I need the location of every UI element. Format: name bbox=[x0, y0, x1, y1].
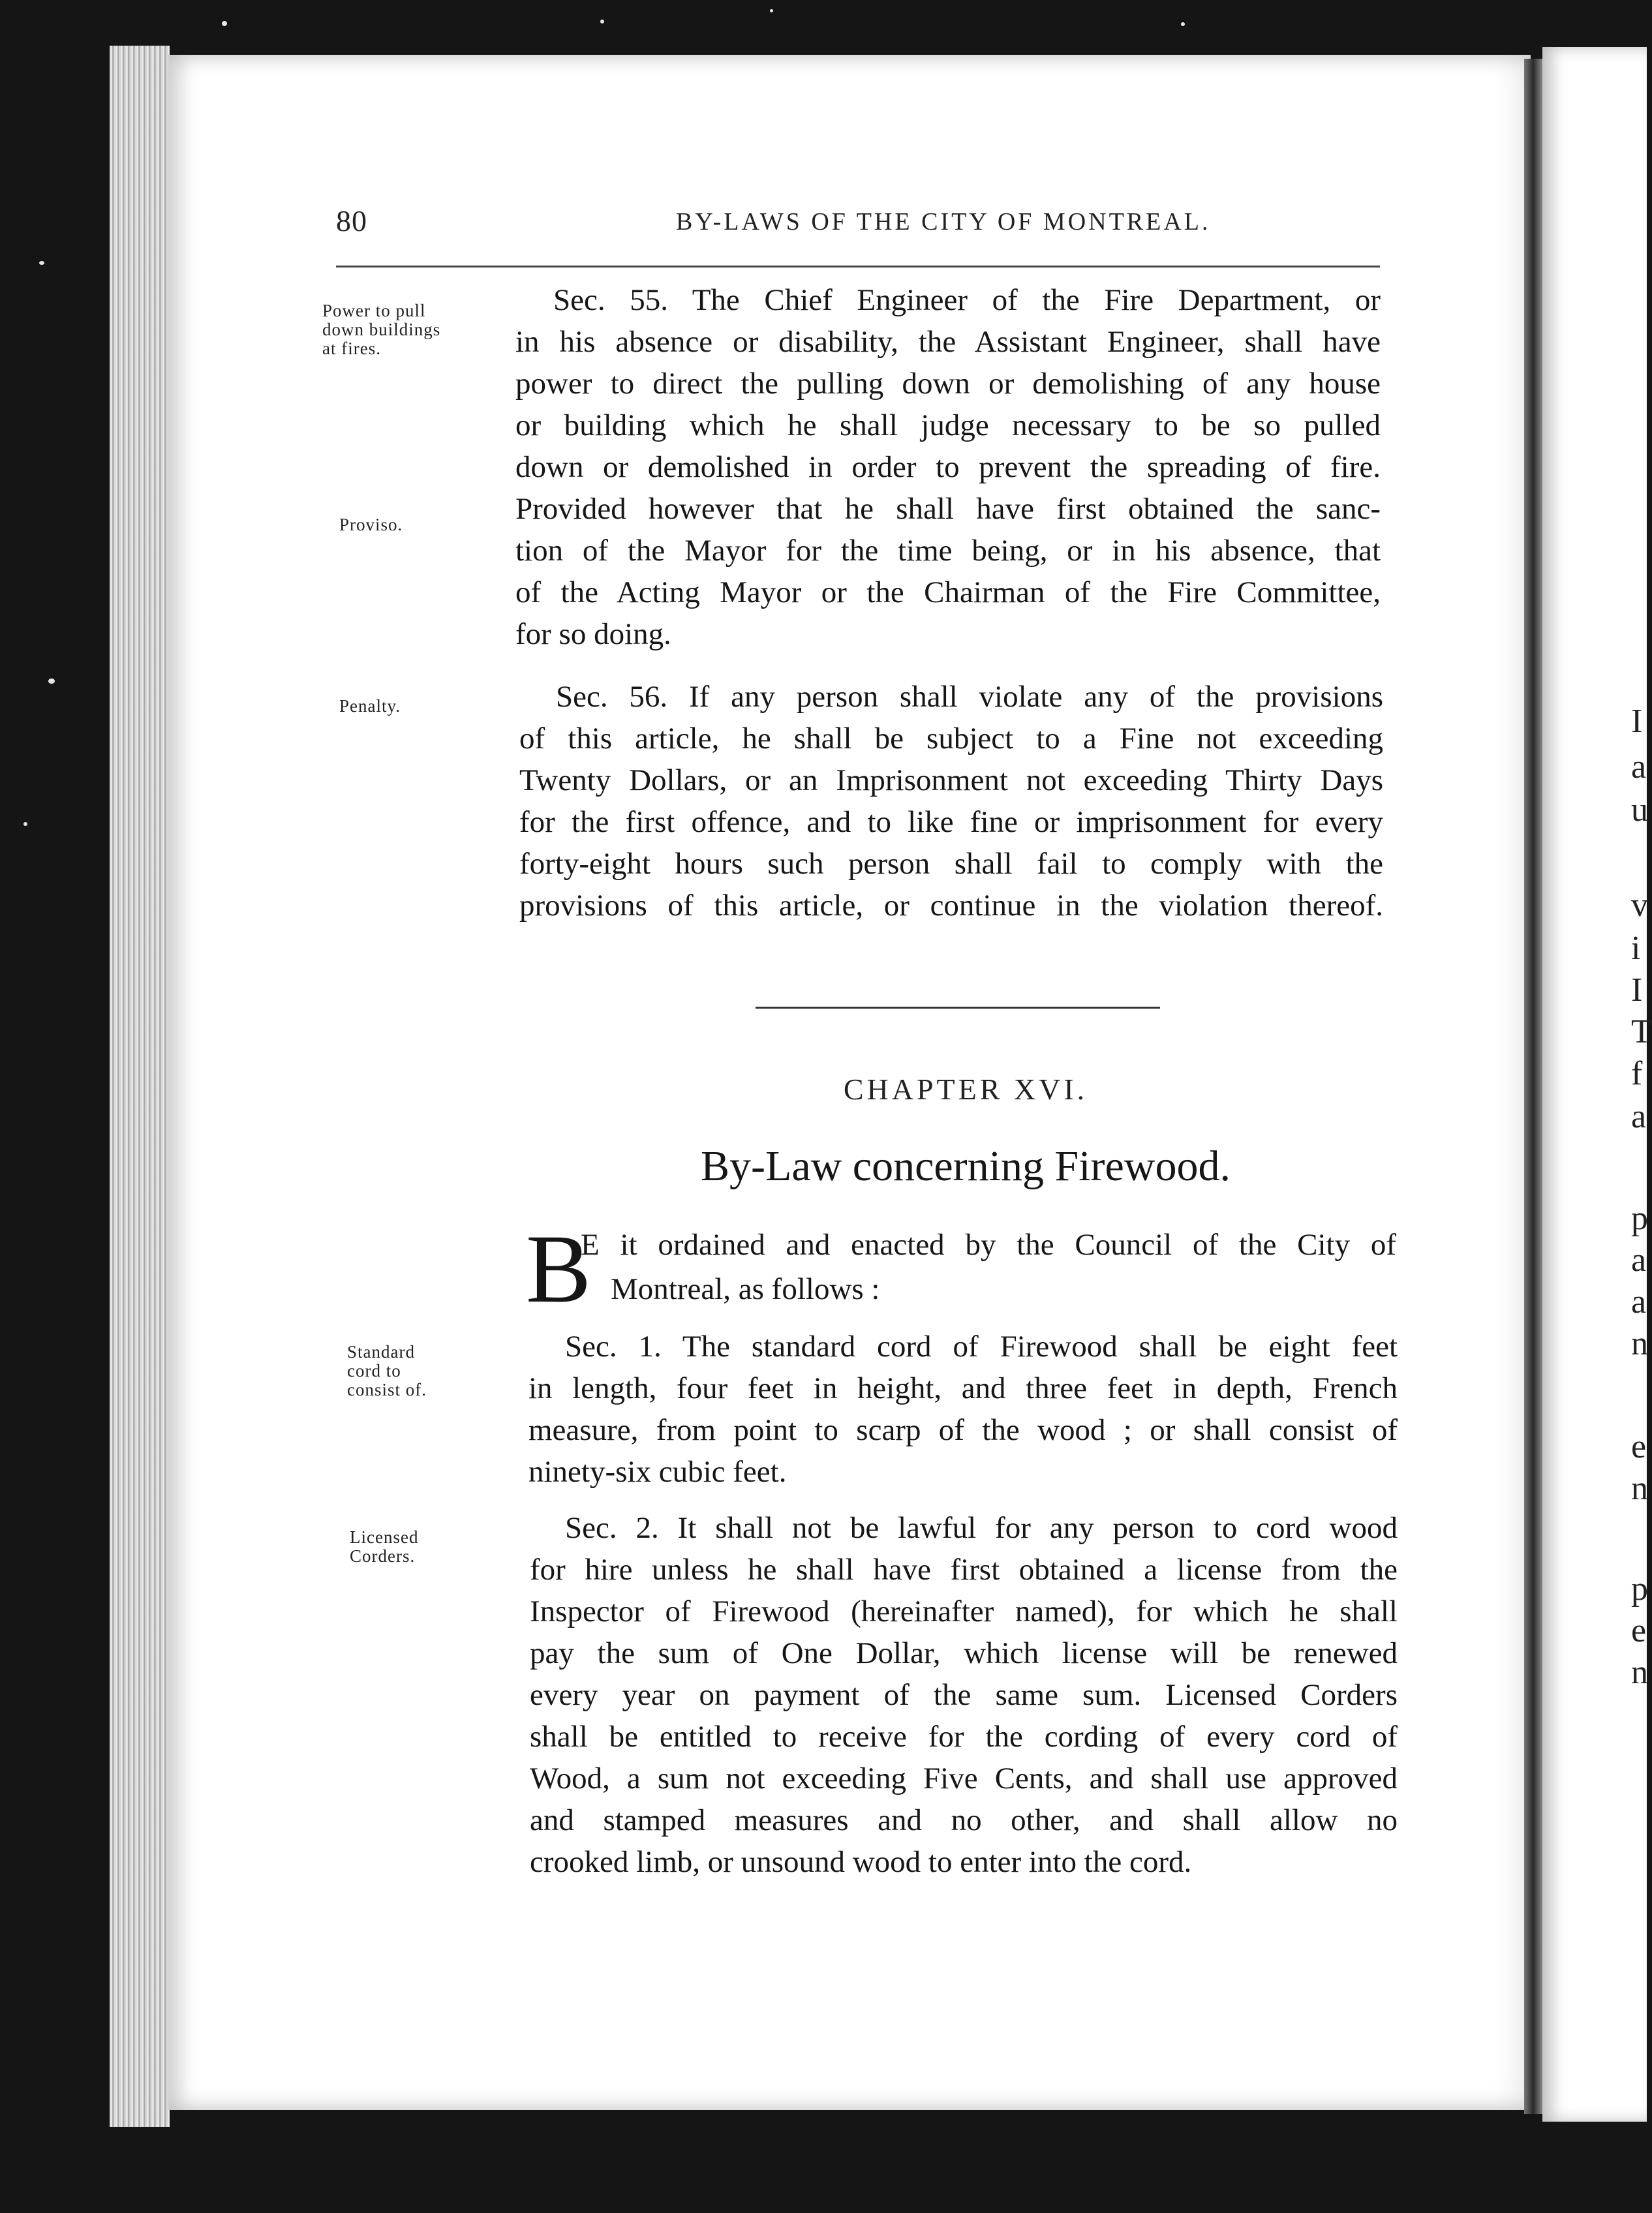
facing-page-fragment: e bbox=[1631, 1612, 1647, 1649]
scan-speck bbox=[222, 21, 227, 26]
sec2-line: every year on payment of the same sum. Licensed Corders bbox=[530, 1678, 1398, 1712]
sec55-line: power to direct the pulling down or demolishing of any house bbox=[515, 367, 1381, 401]
margin-note-power-to-pull: Power to pull down buildings at fires. bbox=[322, 301, 441, 358]
sec2-line: crooked limb, or unsound wood to enter into the cord. bbox=[530, 1845, 1192, 1879]
facing-page-fragment: a bbox=[1631, 1242, 1647, 1279]
margin-note-penalty: Penalty. bbox=[339, 696, 401, 716]
sec55-line: of the Acting Mayor or the Chairman of the Fire Committee, bbox=[515, 575, 1381, 609]
book-gutter bbox=[1524, 59, 1542, 2114]
chapter-heading: CHAPTER XVI. bbox=[843, 1073, 1088, 1106]
header-rule bbox=[336, 266, 1380, 267]
enacting-line: E it ordained and enacted by the Council of the City of bbox=[581, 1228, 1396, 1262]
facing-page-fragment: u bbox=[1631, 791, 1648, 829]
facing-page-fragment: e bbox=[1631, 1428, 1647, 1465]
sec1-line: Sec. 1. The standard cord of Firewood shall be eight feet bbox=[565, 1330, 1398, 1364]
sec2-line: Wood, a sum not exceeding Five Cents, and shall use approved bbox=[530, 1762, 1398, 1795]
sec1-line: in length, four feet in height, and three feet in depth, French bbox=[528, 1371, 1398, 1405]
scan-speck bbox=[1181, 22, 1185, 26]
sec55-line: Provided however that he shall have first obtained the sanc- bbox=[515, 492, 1381, 526]
scan-speck bbox=[600, 20, 604, 23]
sec2-line: Sec. 2. It shall not be lawful for any person to cord wood bbox=[565, 1511, 1398, 1545]
facing-page-fragment: v bbox=[1631, 887, 1648, 924]
sec55-line: Sec. 55. The Chief Engineer of the Fire Department, or bbox=[553, 283, 1381, 317]
facing-page-fragment: n bbox=[1631, 1654, 1648, 1691]
sec2-line: pay the sum of One Dollar, which license will be renewed bbox=[530, 1636, 1398, 1670]
sec56-line: of this article, he shall be subject to a Fine not exceeding bbox=[519, 722, 1383, 755]
facing-page-fragment: a bbox=[1631, 748, 1647, 786]
facing-page-fragment: f bbox=[1631, 1055, 1643, 1092]
facing-page-fragment: p bbox=[1631, 1570, 1648, 1608]
sec1-line: ninety-six cubic feet. bbox=[528, 1455, 787, 1489]
sec55-line: for so doing. bbox=[515, 617, 671, 651]
scan-speck bbox=[39, 261, 44, 265]
sec2-line: and stamped measures and no other, and shall allow no bbox=[530, 1803, 1398, 1837]
facing-page-fragment: i bbox=[1631, 930, 1641, 967]
page-edge-stack bbox=[110, 46, 170, 2127]
scan-speck bbox=[23, 822, 27, 826]
margin-note-standard-cord: Standard cord to consist of. bbox=[347, 1342, 427, 1399]
sec55-line: or building which he shall judge necessary to be so pulled bbox=[515, 408, 1381, 442]
facing-page-fragment: n bbox=[1631, 1325, 1648, 1362]
facing-page-fragment: p bbox=[1631, 1200, 1648, 1237]
sec1-line: measure, from point to scarp of the wood ; or shall consist of bbox=[528, 1413, 1398, 1447]
margin-note-licensed-corders: Licensed Corders. bbox=[350, 1527, 419, 1566]
facing-page-fragment: T bbox=[1631, 1013, 1652, 1050]
page-number: 80 bbox=[336, 204, 367, 237]
sec55-line: tion of the Mayor for the time being, or in his absence, that bbox=[515, 534, 1381, 568]
sec55-line: down or demolished in order to prevent the spreading of fire. bbox=[515, 450, 1381, 484]
bylaw-title: By-Law concerning Firewood. bbox=[701, 1142, 1231, 1190]
chapter-rule bbox=[756, 1007, 1160, 1009]
sec2-line: Inspector of Firewood (hereinafter named), for which he shall bbox=[530, 1595, 1398, 1628]
facing-page-fragment: I bbox=[1631, 703, 1643, 740]
facing-page-fragment: n bbox=[1631, 1470, 1648, 1507]
running-title: BY-LAWS OF THE CITY OF MONTREAL. bbox=[676, 208, 1211, 236]
scan-speck bbox=[48, 679, 55, 684]
sec2-line: for hire unless he shall have first obtained a license from the bbox=[530, 1553, 1398, 1587]
sec56-line: Twenty Dollars, or an Imprisonment not exceeding Thirty Days bbox=[519, 763, 1383, 797]
sec56-line: forty-eight hours such person shall fail to comply with the bbox=[519, 847, 1383, 881]
margin-note-proviso: Proviso. bbox=[339, 515, 403, 534]
scan-speck bbox=[770, 9, 773, 12]
facing-page-fragment: I bbox=[1631, 971, 1643, 1009]
sec55-line: in his absence or disability, the Assistant Engineer, shall have bbox=[515, 325, 1381, 359]
drop-cap: B bbox=[526, 1215, 592, 1323]
sec56-line: for the first offence, and to like fine or imprisonment for every bbox=[519, 805, 1383, 839]
enacting-line: Montreal, as follows : bbox=[611, 1272, 880, 1306]
sec56-line: provisions of this article, or continue in the violation thereof. bbox=[519, 889, 1383, 923]
sec56-line: Sec. 56. If any person shall violate any of the provisions bbox=[556, 680, 1383, 714]
sec2-line: shall be entitled to receive for the cording of every cord of bbox=[530, 1720, 1398, 1754]
facing-page-fragment: a bbox=[1631, 1098, 1647, 1135]
facing-page-fragment: a bbox=[1631, 1283, 1647, 1320]
